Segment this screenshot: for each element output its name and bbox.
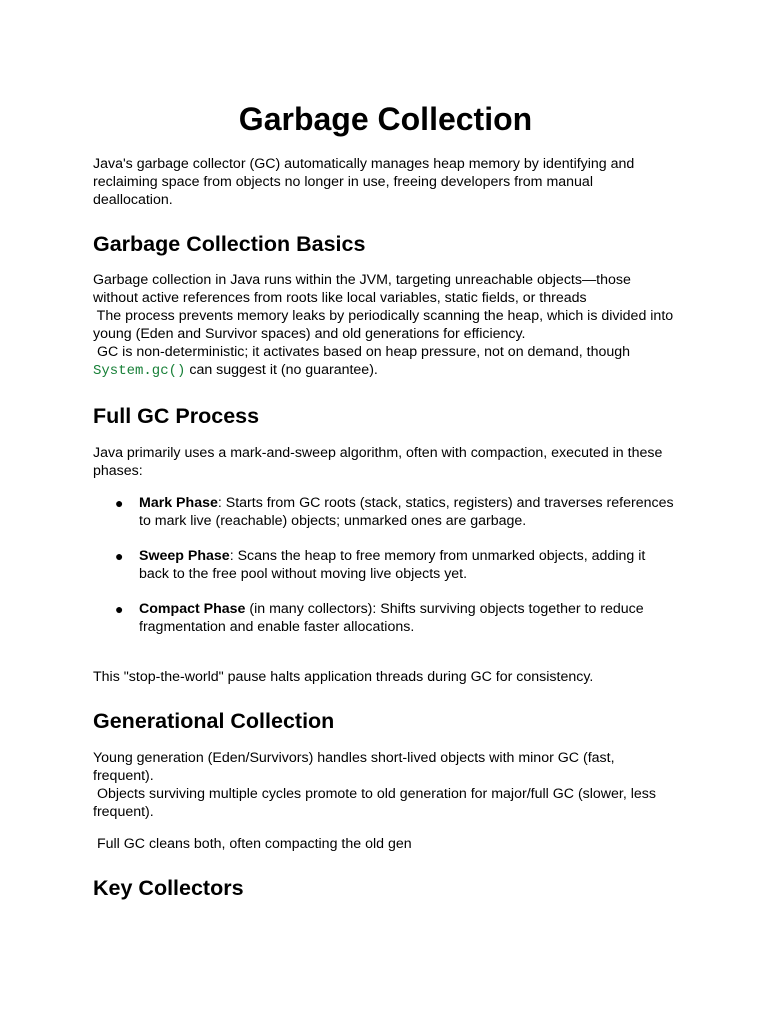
basics-line: young (Eden and Survivor spaces) and old generations for efficiency. <box>93 326 526 342</box>
bullet-icon: ● <box>115 495 124 511</box>
system-gc-code: System.gc() <box>93 363 186 379</box>
generational-last-paragraph <box>93 835 678 853</box>
list-item-desc: fragmentation and enable faster allocations. <box>139 619 415 635</box>
intro-line: deallocation. <box>93 192 173 208</box>
bullet-icon: ● <box>115 601 124 617</box>
list-item-desc: to mark live (reachable) objects; unmarked ones are garbage. <box>139 513 527 529</box>
full-gc-outro-line: This "stop-the-world" pause halts application threads during GC for consistency. <box>93 669 594 685</box>
generational-last-line: Full GC cleans both, often compacting the old gen <box>93 836 412 852</box>
list-item-text <box>139 494 684 530</box>
section-heading-collectors: Key Collectors <box>93 876 244 900</box>
section-heading-generational: Generational Collection <box>93 709 335 733</box>
list-item-text <box>139 547 684 583</box>
list-item-desc: : Starts from GC roots (stack, statics, registers) and traverses references <box>217 495 674 511</box>
full-gc-intro <box>93 444 678 480</box>
generational-paragraph <box>93 749 678 821</box>
list-item-term: Compact Phase <box>139 601 246 617</box>
basics-line: without active references from roots like local variables, static fields, or threads <box>93 290 587 306</box>
list-item-desc: : Scans the heap to free memory from unmarked objects, adding it <box>229 548 646 564</box>
full-gc-intro-line: phases: <box>93 463 143 479</box>
list-item-term: Sweep Phase <box>139 548 230 564</box>
full-gc-outro <box>93 668 678 686</box>
intro-paragraph <box>93 155 678 209</box>
section-heading-basics: Garbage Collection Basics <box>93 232 366 256</box>
list-item-text <box>139 600 684 636</box>
list-item-desc: (in many collectors): Shifts surviving objects together to reduce <box>245 601 644 617</box>
generational-line: frequent). <box>93 804 154 820</box>
bullet-icon: ● <box>115 548 124 564</box>
generational-line: Young generation (Eden/Survivors) handles short-lived objects with minor GC (fast, <box>93 750 615 766</box>
basics-line: Garbage collection in Java runs within the JVM, targeting unreachable objects—those <box>93 272 631 288</box>
full-gc-intro-line: Java primarily uses a mark-and-sweep algorithm, often with compaction, executed in these <box>93 445 663 461</box>
intro-line: Java's garbage collector (GC) automatically manages heap memory by identifying and <box>93 156 635 172</box>
basics-line: The process prevents memory leaks by periodically scanning the heap, which is divided into <box>93 308 674 324</box>
basics-line-tail: can suggest it (no guarantee). <box>185 362 378 378</box>
list-item-term: Mark Phase <box>139 495 218 511</box>
generational-line: frequent). <box>93 768 154 784</box>
basics-code-line <box>93 361 678 380</box>
basics-line: GC is non-deterministic; it activates based on heap pressure, not on demand, though <box>93 344 631 360</box>
section-heading-full-gc: Full GC Process <box>93 404 260 428</box>
document-title: Garbage Collection <box>238 101 533 137</box>
intro-line: reclaiming space from objects no longer in use, freeing developers from manual <box>93 174 593 190</box>
generational-line: Objects surviving multiple cycles promote to old generation for major/full GC (slower, less <box>93 786 656 802</box>
list-item-desc: back to the free pool without moving live objects yet. <box>139 566 468 582</box>
basics-paragraph <box>93 271 678 380</box>
